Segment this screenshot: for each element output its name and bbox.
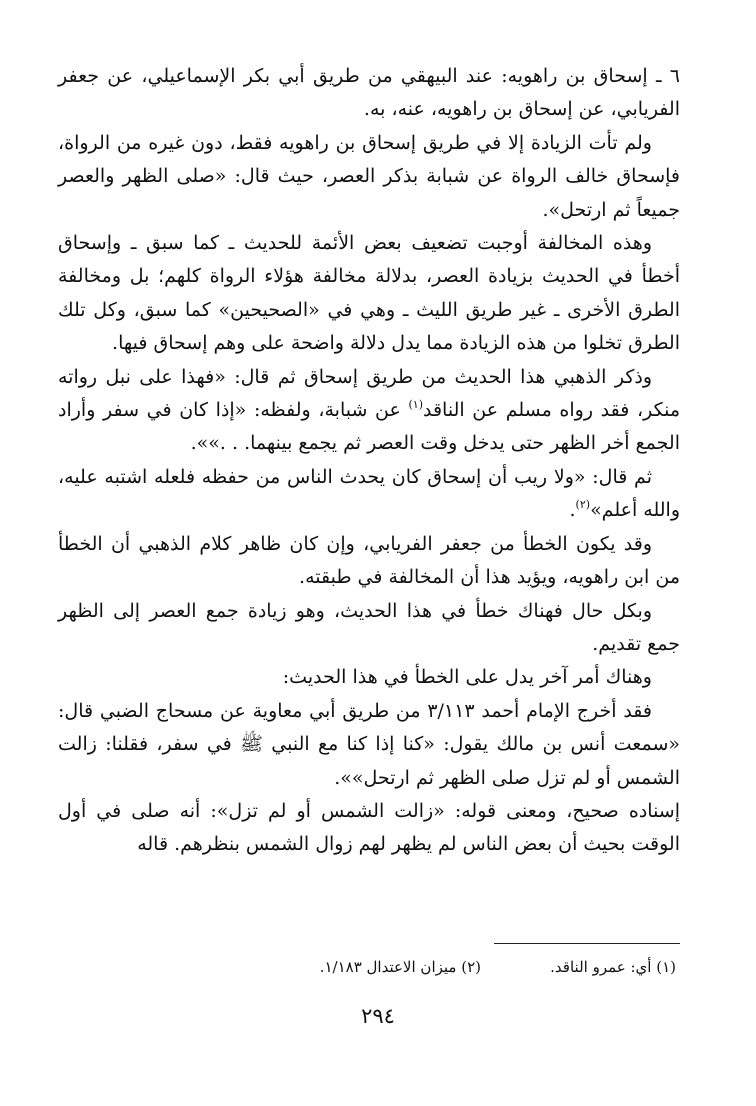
paragraph-5-text-end: . <box>569 499 576 522</box>
paragraph-5 <box>58 461 680 528</box>
footnote-marker-1[interactable]: (١) <box>408 398 423 412</box>
paragraph-4-text-end: عن شبابة، ولفظه: «إذا كان في سفر وأراد الجمع أخر الظهر حتى يدخل وقت العصر ثم يجمع بينهما. . .»». <box>58 399 680 455</box>
paragraph-9: فقد أخرج الإمام أحمد ٣/١١٣ من طريق أبي معاوية عن مسحاج الضبي قال: «سمعت أنس بن مالك يقول: «كنا إذا كنا مع النبي ﷺ في سفر، فقلنا: زالت الشمس أو لم تزل صلى الظهر ثم ارتحل»». <box>58 699 680 789</box>
footnote-divider <box>494 943 680 944</box>
footnotes <box>116 958 676 976</box>
footnote-marker-2[interactable]: (٢) <box>575 498 591 512</box>
paragraph-5-text: ثم قال: «ولا ريب أن إسحاق كان يحدث الناس من حفظه فلعله اشتبه عليه، والله أعلم» <box>58 465 680 522</box>
paragraph-1: ٦ ـ إسحاق بن راهويه: عند البيهقي من طريق أبي بكر الإسماعيلي، عن جعفر الفريابي، عن إسحاق بن راهويه، عنه، به. <box>58 65 680 121</box>
paragraph-4-text: وذكر الذهبي هذا الحديث من طريق إسحاق ثم قال: «فهذا على نبل رواته منكر، فقد رواه مسلم عن الناقد <box>58 365 680 422</box>
footnote-2: (٢) ميزان الاعتدال ١/١٨٣. <box>319 958 481 976</box>
paragraph-7: وبكل حال فهناك خطأ في هذا الحديث، وهو زيادة جمع العصر إلى الظهر جمع تقديم. <box>58 599 680 655</box>
paragraph-6: وقد يكون الخطأ من جعفر الفريابي، وإن كان ظاهر كلام الذهبي أن الخطأ من ابن راهويه، ويؤيد هذا أن المخالفة في طبقته. <box>58 532 680 589</box>
paragraph-10: إسناده صحيح، ومعنى قوله: «زالت الشمس أو لم تزل»: أنه صلى في أول الوقت بحيث أن بعض الناس لم يظهر لهم زوال الشمس بنظرهم. قاله <box>58 799 680 856</box>
paragraph-4 <box>58 361 680 461</box>
page-number: ٢٩٤ <box>361 1004 395 1028</box>
paragraph-2: ولم تأت الزيادة إلا في طريق إسحاق بن راهويه فقط، دون غيره من الرواة، فإسحاق خالف الرواة عن شبابة بذكر العصر، حيث قال: «صلى الظهر والعصر جميعاً ثم ارتحل». <box>58 131 680 221</box>
paragraph-8: وهناك أمر آخر يدل على الخطأ في هذا الحديث: <box>282 666 652 689</box>
footnote-1: (١) أي: عمرو الناقد. <box>550 958 676 976</box>
page-body <box>58 60 680 862</box>
paragraph-3: وهذه المخالفة أوجبت تضعيف بعض الأئمة للحديث ـ كما سبق ـ وإسحاق أخطأ في الحديث بزيادة العصر، بدلالة مخالفة هؤلاء الرواة كلهم؛ بل ومخالفة الطرق الأخرى ـ غير طريق الليث ـ وهي في «الصحيحين» كما سبق، وكل تلك الطرق تخلوا من هذه الزيادة مما يدل دلالة واضحة على وهم إسحاق فيها. <box>58 232 680 355</box>
